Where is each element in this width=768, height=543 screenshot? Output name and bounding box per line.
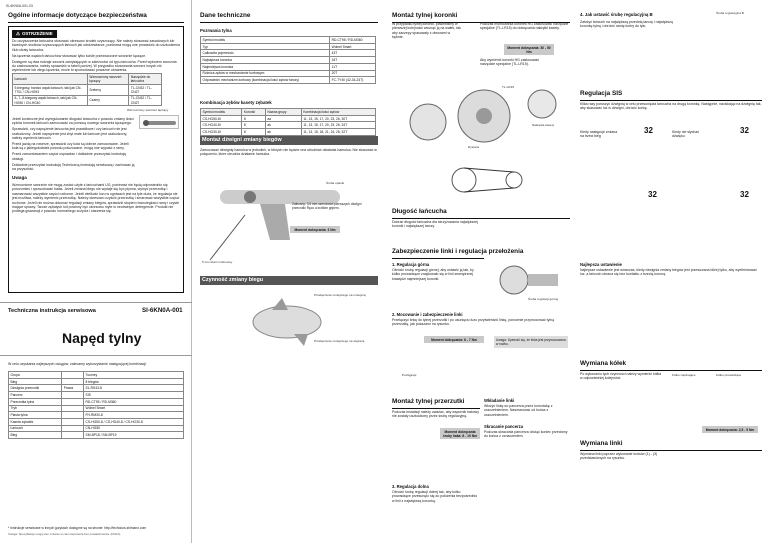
value-case-3: 32 (648, 190, 657, 199)
table-row (9, 392, 184, 399)
footnote: * Instrukcje serwisowe w innych językach dostępne są na stronie: http://techdocs.shimano.com (8, 526, 147, 530)
shift-lever-figure (200, 160, 378, 270)
shift-lever-text: Zamocować dźwignię hamulca w jednolinii, w których nie będzie ona utrudniać działania hamulca. Nie stosować w połączeniu, które utrudnia działanie hamulca. (200, 148, 377, 157)
table-cell: 8 (242, 122, 265, 129)
table-cell: Symbol modelu (201, 37, 330, 44)
table-cell: TL-CN32 / TL-CN27 (129, 95, 162, 106)
step3-text: Obrócić śrubę regulacji dolnej tak, aby kółko prowadzące przesunęło się do położenia bezpośrednio w linii z największą koronką. (392, 490, 478, 503)
column-assembly (384, 0, 576, 543)
cassette-figure (392, 76, 570, 156)
table-cell: CS-HG50-8 / CS-HG40-8 / CS-HG30-8 (84, 418, 184, 425)
torque-hanger: Moment dokręcania śruby haka: 8 - 10 Nm (440, 428, 480, 439)
table-cell: Bieg (9, 378, 62, 385)
best-title: Najlepsza ustawienie (580, 262, 622, 267)
table-cell: Piasta tylna (9, 412, 62, 419)
bullet-item: Sprawdzić, czy naprężenie łańcucha jest prawidłowe i czy łańcuch nie jest uszkodzony. Jeżeli naprężenie jest zbyt małe lub łańcuch jest uszkodzony, należy wymienić łańcuch. (12, 127, 128, 141)
shifting-title: Czynność zmiany biegu (200, 276, 378, 285)
specs-table (200, 36, 376, 84)
table-header: Łańcuch (13, 74, 88, 85)
table-cell: SL-RS43-8 (84, 385, 184, 392)
shifter-illustration (232, 290, 342, 354)
sis-text: Kilka razy poruszyć dźwignią w celu przesunięcia łańcucha na drugą koronkę. Następnie, naciskając na dźwignię tak, aby skasować luz w dźwigni, obrócić korbę. (580, 102, 762, 111)
best-text: Najlepsze ustawienie jest wówczas, kiedy dźwignia zmiany biegów jest przesuwana bliżej tylko, aby wyeliminować luz, a łańcuch obraca się bez kontaktu z trzecią koroną. (580, 268, 757, 277)
table-cell: Grupa (9, 372, 62, 379)
lockring-label: Nakrętka kasety (532, 123, 555, 127)
chain-length-title: Długość łańcucha (392, 208, 570, 219)
table-header: Wzmocniony sworzeń łączący (87, 74, 128, 85)
table-cell: Najmniejsza koronka (201, 63, 330, 70)
table-cell: 8 (242, 115, 265, 122)
low-label: Przełączenie mniejszego na mniejszą (314, 293, 366, 297)
table-cell: 11, 13, 15, 18, 21, 24, 28, 32T (301, 129, 375, 136)
warning-header (12, 30, 57, 38)
top-adjust-label: Śruba regulacji górnej (528, 297, 559, 301)
table-cell: 8 (242, 129, 265, 136)
step2-text: Przełączyć linkę do tylnej przerzutki i po usunięciu luzu przytwierdzić linkę, ponownie przymocować tylną przerzutkę, jak pokazano na rysunku. (392, 318, 555, 327)
lockring-text: Podczas montowania koronek HG zastosować narzędzie specjalne (TL-LR15) do dokręcania nakrętki kasety. (480, 22, 569, 31)
table-header: Kombinacja ilości zębów (301, 109, 375, 116)
table-cell: 8 biegów (84, 378, 184, 385)
table-cell (62, 405, 84, 412)
table-cell: Prawa (62, 385, 84, 392)
tension-pulley-label: Kółko napinające (672, 373, 696, 377)
table-cell: 11, 13, 15, 17, 20, 23, 26, 34T (301, 122, 375, 129)
pin-figure (139, 115, 179, 129)
chain-figure (444, 165, 534, 195)
components-intro: W celu uzyskania najlepszych osiągów, zalecamy wykorzystanie następującej kombinacji. (8, 362, 147, 366)
table-cell: CS-HG30-8I (201, 129, 242, 136)
specs-title: Dane techniczne (200, 12, 378, 23)
table-row (9, 378, 184, 385)
table-cell: Srebrny (87, 84, 128, 95)
table-row (9, 432, 184, 439)
chain-pin-table (12, 73, 162, 106)
table-row (201, 43, 376, 50)
table-cell: ak (265, 122, 301, 129)
bullet-item: Dokładnie przeczytać instrukcję Techniczną instrukcję serwisową i zachować ją na przyszłość. (12, 162, 135, 172)
top-adjust-figure (484, 258, 570, 308)
table-cell: CS-HG50-8I (201, 115, 242, 122)
table-cell (62, 398, 84, 405)
table-row (9, 398, 184, 405)
footnote-2: Uwaga: Specyfikacje mogą ulec zmianie w celu ulepszenia bez powiadomienia. (Polish) (8, 532, 121, 536)
table-cell: 9-biegowy, bardzo wąski łańcuch, taki jak CN-7701 / CN-HG93 (13, 84, 88, 95)
torque-lockring: Moment dokręcania: 30 - 50 Nm (504, 44, 554, 55)
components-table (8, 371, 184, 439)
step1-title: 1. Regulacja górna (392, 262, 430, 267)
combo-table (200, 108, 376, 136)
bullet-item: Przed zamontowaniem części usprawiać i dokładnie przeczytać instrukcję obsługi. (12, 152, 127, 161)
chain-illustration (444, 165, 534, 195)
column-specs (192, 0, 384, 543)
cable-text: Wymiana linki poprzez wykonanie kroków (1) - (3) przedstawionych na rysunku. (580, 452, 658, 461)
safety-title: Ogólne informacje dotyczące bezpieczeństwa (8, 12, 184, 23)
bscrew-label: Śruba regulacyjna B (716, 11, 744, 15)
table-cell (62, 372, 84, 379)
step4-text: Założyć łańcuch na największą przednią tarczę i największą koronkę tylną i obrócić ramię korby do tyłu. (580, 20, 673, 29)
table-row (9, 412, 184, 419)
torque-pulley: Moment dokręcania: 2,5 - 5 Nm (702, 426, 758, 433)
table-cell: Całkowita pojemność (201, 50, 330, 57)
table-row (201, 37, 376, 44)
warning-box (8, 26, 184, 293)
table-cell: FH-RM30-8 (84, 412, 184, 419)
table-row (9, 418, 184, 425)
table-cell: ak (265, 129, 301, 136)
table-row (201, 63, 376, 70)
combo-title: Kombinacja zębów kasety zębatek (200, 100, 272, 105)
warning-label: OSTRZEŻENIE (21, 31, 53, 36)
table-cell (62, 392, 84, 399)
table-cell: 11, 13, 15, 17, 20, 23, 26, 30T (301, 115, 375, 122)
table-cell: CS-HG40-8I (201, 122, 242, 129)
table-cell (62, 425, 84, 432)
shifting-figure (232, 290, 366, 354)
table-row (9, 405, 184, 412)
table-cell: 11T (330, 63, 376, 70)
divider (0, 355, 192, 356)
step1-text: Obrócić śrubę regulacji górnej, aby ustawić ją tak, by kółko prowadzące znajdowało się w linii zewnętrznej krawędzi najmniejszej koronki. (392, 268, 474, 281)
table-cell: 43T (330, 50, 376, 57)
rd-text: Podczas instalacji należy uważać, aby wspornik hakowy nie zostały uszkodzony przez śrubę regulacyjną. (392, 410, 479, 419)
table-cell: Różnica zębów w mechanizmie korbowym (201, 70, 330, 77)
table-cell: SIS (84, 392, 184, 399)
value-case-1: 32 (644, 126, 653, 135)
top-label: Przełączenie mniejszego na większą (314, 339, 365, 343)
table-cell: RD-CT95 / RD-M360 (84, 398, 184, 405)
table-row (13, 95, 162, 106)
spacer-label: Dystans (468, 145, 480, 149)
cassette-illustration (392, 76, 570, 156)
pull-label: Pociągnąć (402, 373, 417, 377)
table-cell: Bieg (9, 432, 62, 439)
table-row (201, 77, 376, 84)
table-row (9, 372, 184, 379)
step4-title: 4. Jak ustawić śrubę regulacyjną B (580, 12, 653, 17)
table-cell (62, 418, 84, 425)
insert-title: Wkładanie linki (484, 398, 515, 403)
table-cell: Wolnel Smart (330, 43, 376, 50)
document-id: SI-6KN0A-001-03 (6, 4, 33, 8)
clamp-label: Śruba opaski (326, 181, 345, 185)
case-1: Kiedy następuje zmiana na trzeci bieg (580, 130, 618, 139)
torque-shifter: Moment dokręcania: 3 Nm (290, 226, 340, 233)
table-cell: Największa koronka (201, 57, 330, 64)
table-row (201, 70, 376, 77)
table-header: Koronki (242, 109, 265, 116)
shift-lever-title: Montaż dźwigni zmiany biegów (200, 136, 378, 145)
table-cell (62, 412, 84, 419)
uwaga-text: Wzmocnione sworznie nie mogą zostać użyte z łańcuchami UG, ponieważ nie będą odpowiednio się porozumieć i spowodować hałas. Jeżeli zmiana biegu nie wydaje się być płynna, wymyć przerzutkę i nasmarować wszystkie części ruchome. Jeżeli wielkość luzu w ogniwach jest na tyle duża, że regulacja nie jest możliwa, należy wymienić przerzutkę. Należy okresowo czyścić przerzutkę i smarować wszystkie części ruchome. Jeżeli nie można dokonać regulacji zmiany biegów, sprawdzić stopień równoległości ramy i czyste mające sprawy. Tarcze zębatych kół powinny być okresowo myte w neutralnym detergencie. Produkt nie podlega gwarancji z powodu normalnego zużycia i starzenia się. (12, 183, 180, 214)
bullet-item: Przed jazdą na rowerze, sprawdzić czy koła są dobrze zamocowane. Jeżeli koła są z jakiegokolwiek powodu poluzowane, mogą one wypaść z ramy. (12, 142, 129, 151)
table-cell: Pancerz (9, 392, 62, 399)
pin-label: Wzmocniony sworzeń łączący (127, 108, 169, 112)
table-cell: Czarny (87, 95, 128, 106)
insert-text: Włożyć linkę do pancerza przez końcówkę z uszczelnieniem. Nasmarować od końca z uszczelnieniem. (484, 404, 553, 417)
table-cell: 6-,7-,8-biegowy wąski łańcuch, taki jak CN-HG50 / CN-HG40 (13, 95, 88, 106)
table-cell: RD-CT95 / RD-M360 (330, 37, 376, 44)
table-header: Symbol modelu (201, 109, 242, 116)
table-row (201, 122, 376, 129)
value-case-4: 32 (740, 190, 749, 199)
cut-title: Skracanie pancerza (484, 424, 524, 429)
cut-text: Podczas skracania pancerza obciąć koniec przeciwny do końca z oznaczeniem. (484, 430, 568, 439)
table-cell: Przerzutka tylna (9, 398, 62, 405)
table-cell: Odpowiedni mechanizm korbowy (kombinacja ilości zębów tarczy) (201, 77, 330, 84)
table-cell: Dźwignia przerzutki (9, 385, 62, 392)
chain-length-text: Dobrać długość łańcucha dla skrzyżowania największej koronki i największej tarczy. (392, 220, 478, 229)
sprocket-title: Montaż tylnej koronki (392, 12, 570, 23)
table-cell: Wolnel Smart (84, 405, 184, 412)
table-cell: Łańcuch (9, 425, 62, 432)
warning-paragraph: Na łączenia wąskich łańcuchów stosować tylko ściśle przeznaczone sworznie łączące. (12, 53, 147, 58)
pin-illustration (140, 116, 180, 130)
shifter-note: Zalecany: 3,5 mm szerokości pierwszych dźwigni przerzutki Ręco a krótkim gripem. (292, 202, 362, 211)
tool-label: TL-LR15 (502, 85, 515, 89)
sprocket-intro: W przypadku tylnej koronki, powinniśmy w pierwszej kolejności wsunąć ją na wałek, tak aby zaczepy spasowały z otworami w bębnie. (392, 22, 461, 40)
table-cell (62, 432, 84, 439)
warning-paragraph: Do oczyszczenia łańcucha stosować okresowo środek czyszczący. Nie należy stosować zasadowych lub kwaśnych środków czyszczących łańcuch jak odrdzewiacze, ponieważ mogą one prowadzić do uszkodzenia i/lub utraty łańcucha. (12, 39, 180, 52)
table-cell: TL-CN32 / TL-CN27 (129, 84, 162, 95)
sis-title: Regulacja SIS (580, 90, 762, 101)
bullet-item: Jeżeli konieczne jest wyregulowanie długości łańcucha z powodu zmiany ilości zębów koronek łańcuch zamocować za pomocą nowego sworznia łączącego. (12, 117, 134, 126)
table-cell: Kaseta zębatek (9, 418, 62, 425)
manual-title: Techniczna instrukcja serwisowa (8, 308, 96, 314)
divider (0, 302, 192, 303)
table-row (201, 115, 376, 122)
table-row (9, 425, 184, 432)
column-adjustment (576, 0, 768, 543)
manual-code: SI-6KN0A-001 (142, 307, 183, 314)
step2-title: 2. Mocowanie i zabezpieczenie linki (392, 312, 463, 317)
table-cell: Tourney (84, 372, 184, 379)
table-cell: FC-TY40 (42-34-24T) (330, 77, 376, 84)
cable-caution: Uwaga: Upewnić się, że linka jest przymocowana w rowku. (494, 336, 568, 348)
table-cell: aa (265, 115, 301, 122)
table-cell: Tryb (9, 405, 62, 412)
adjust-title: Zabezpieczenie linki i regulacja przełożenia (392, 248, 570, 259)
table-cell: Typ (201, 43, 330, 50)
table-cell (62, 378, 84, 385)
main-title: Napęd tylny (62, 330, 142, 346)
table-row (201, 129, 376, 136)
bullet-list (12, 117, 136, 173)
key-label: 5 mm klucz imbusowy (202, 260, 233, 264)
table-row (201, 57, 376, 64)
table-header: Nazwa grupy (265, 109, 301, 116)
table-row (201, 50, 376, 57)
shift-lever-illustration (200, 160, 378, 270)
cable-title: Wymiana linki (580, 440, 762, 451)
pulley-title: Wymiana kółek (580, 360, 762, 371)
rd-title: Montaż tylnej przerzutki (392, 398, 480, 409)
table-cell: SM-BP18 / SM-BP19 (84, 432, 184, 439)
step3-title: 3. Regulacja dolna (392, 484, 429, 489)
table-cell: 20T (330, 70, 376, 77)
uwaga-title: Uwaga (12, 175, 27, 180)
torque-cable: Moment dokręcania: 6 - 7 Nm (424, 336, 484, 343)
table-row (9, 385, 184, 392)
pulley-text: Po wykonaniu tych czynności należy wymienić kółka w odpowiedniej kolejności. (580, 372, 662, 381)
warning-text (12, 39, 180, 74)
case-2: Kiedy nie słychać dźwięku (672, 130, 700, 139)
warning-icon: ⚠ (16, 31, 20, 36)
column-safety (0, 0, 192, 543)
value-case-2: 32 (740, 126, 749, 135)
replace-text: Aby wymienić koronki HG zastosować narzędzie specjalne (TL-LR15). (480, 58, 540, 67)
table-cell: CN-HG50 (84, 425, 184, 432)
warning-paragraph: Dostępne są dwa rodzaje sworzni zamykających w zależności od typu łańcucha. Przed wyborem sworznia do zastosowania, należy sprawdzić w tabeli poniżej. W przypadku stosowania sworzni innych niż wymienione lub złego łączenia, może to spowodować poważne obrażenia. (12, 59, 177, 73)
specs-subtitle: Pozrwania tylna (200, 28, 232, 33)
guide-pulley-label: Kółko prowadzące (716, 373, 742, 377)
table-header: Narzędzie do łańcucha (129, 74, 162, 85)
table-cell: 34T (330, 57, 376, 64)
table-row (13, 84, 162, 95)
